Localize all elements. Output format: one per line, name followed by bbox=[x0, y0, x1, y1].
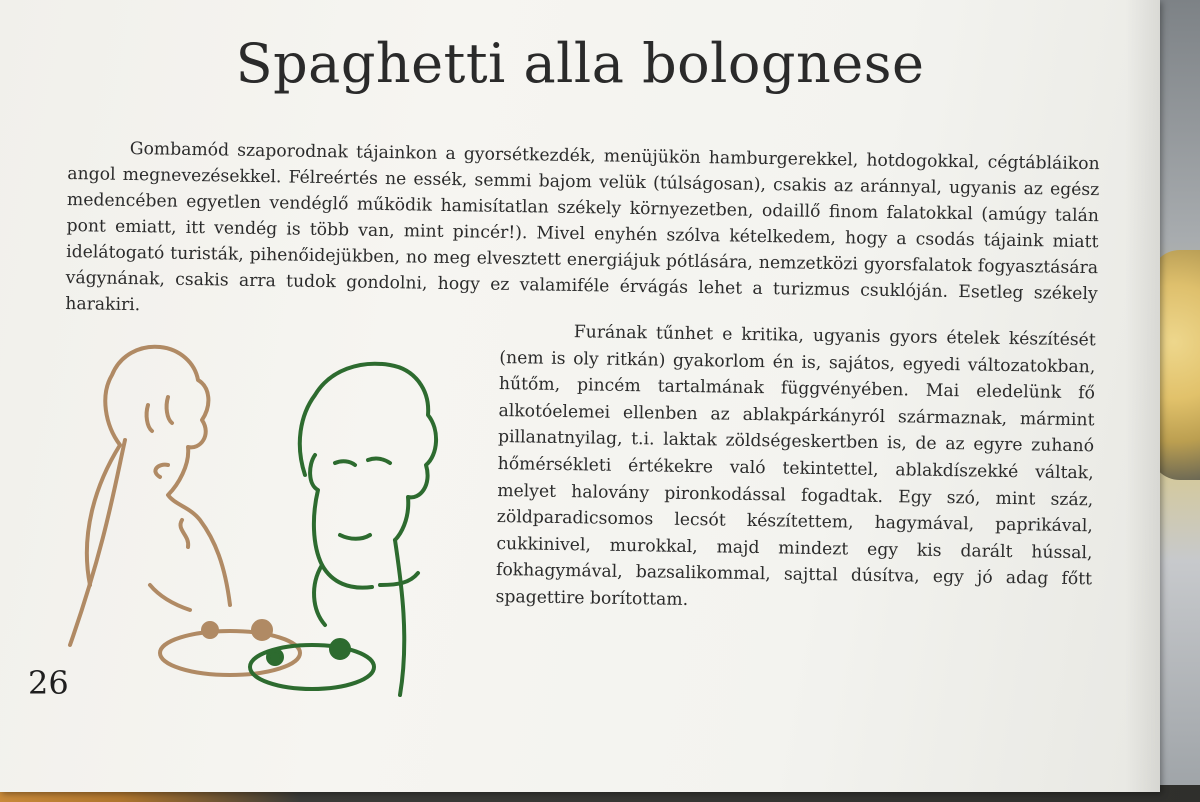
page-title: Spaghetti alla bolognese bbox=[235, 32, 925, 95]
body-paragraph: Furának tűnhet e kritika, ugyanis gyors ételek készítését (nem is oly ritkán) gyakorlom én is, sajátos, egyedi változatokban, hűtőm, pincém tartalmának függvényében. Mai eledelünk fő alkotóelemei ellenben az ablakpárkányról származnak, mármint pillanatnyilag, t.i. laktak zöldségeskertben is, de az egyre zuhanó hőmérsékleti értékekre való tekintettel, ablakdíszekké váltak, melyet halovány pironkodással fogadtak. Egy szó, mint száz, zöldparadicsomos lecsót készítettem, hagymával, paprikával, cukkinivel, murokkal, majd mindezt egy kis darált hússal, fokhagymával, bazsalikommal, sajttal dúsítva, egy jó adag főtt spagettire borítottam. bbox=[495, 322, 1096, 610]
illustration bbox=[50, 335, 490, 715]
left-figure-drawing bbox=[70, 347, 300, 675]
page-number: 26 bbox=[28, 664, 69, 702]
page-fold-shadow bbox=[1125, 0, 1160, 792]
intro-paragraph: Gombamód szaporodnak tájainkon a gyorsétkezdék, menüjükön hamburgerekkel, hotdogokkal, cégtábláikon angol megnevezésekkel. Félreértés ne essék, semmi bajom velük (túlságosan), csakis az aránnyal, ugyanis az egész medencében egyetlen vendéglő működik hamisítatlan székely környezetben, odaillő finom falatokkal (amúgy talán pont emiatt, itt vendég is több van, mint pincér!). Mivel enyhén szólva kételkedem, hogy a csodás tájaink miatt idelátogató turisták, pihenőidejükben, no meg elvesztett energiájuk pótlására, nemzetközi gyorsfalatok fogyasztására vágynának, csakis arra tudok gondolni, hogy ez valamiféle érvágás lehet a turizmus csuklóján. Esetleg székely harakiri. bbox=[65, 138, 1100, 316]
right-figure-drawing bbox=[250, 364, 436, 695]
